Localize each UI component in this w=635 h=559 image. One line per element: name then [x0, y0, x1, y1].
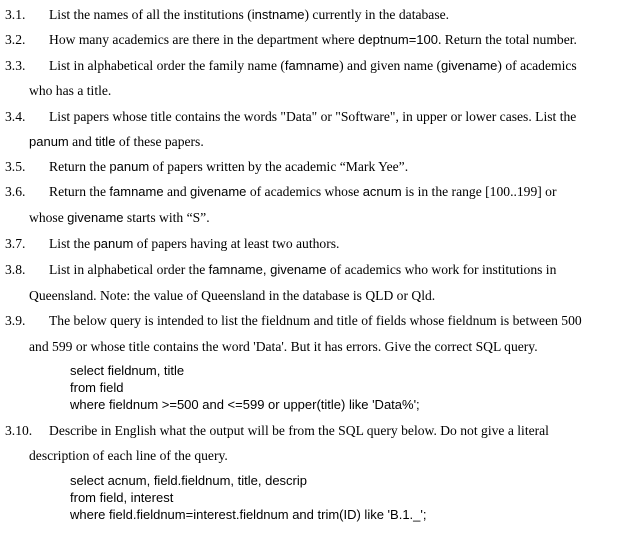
sql-code-line: select fieldnum, title — [70, 363, 185, 378]
text-run: List in alphabetical order the family name ( — [49, 58, 285, 73]
text-run: and 599 or whose title contains the word 'Data'. But it has errors. Give the correct SQL query. — [29, 339, 538, 354]
identifier-text: famname — [284, 58, 340, 73]
question-number: 3.6. — [5, 184, 26, 199]
question-number: 3.7. — [5, 236, 26, 251]
text-run: List the names of all the institutions ( — [49, 7, 252, 22]
identifier-text: givename — [190, 184, 247, 199]
question-text — [49, 7, 449, 23]
identifier-text: givename — [67, 210, 124, 225]
question-text-continued — [29, 210, 210, 226]
text-run: List papers whose title contains the words "Data" or "Software", in upper or lower cases. List the — [49, 109, 577, 124]
text-run: of these papers. — [115, 134, 204, 149]
text-run: description of each line of the query. — [29, 448, 228, 463]
question-text-continued — [29, 83, 111, 99]
question-text — [49, 423, 549, 439]
identifier-text: acnum — [362, 184, 402, 199]
question-text-continued — [29, 288, 435, 304]
text-run: of papers written by the academic “Mark Yee”. — [149, 159, 409, 174]
text-run: ) and given name ( — [339, 58, 442, 73]
question-number: 3.2. — [5, 32, 26, 47]
text-run: List in alphabetical order the — [49, 262, 209, 277]
text-run: Queensland. Note: the value of Queensland in the database is QLD or Qld. — [29, 288, 436, 303]
question-number: 3.9. — [5, 313, 26, 328]
text-run: and — [68, 134, 96, 149]
question-text — [49, 184, 557, 200]
question-text — [49, 262, 556, 278]
text-run: of papers having at least two authors. — [133, 236, 340, 251]
identifier-text: title — [95, 134, 116, 149]
text-run: starts with “S”. — [123, 210, 210, 225]
sql-code-line: from field, interest — [70, 490, 174, 505]
question-text-continued — [29, 339, 538, 355]
identifier-text: instname — [251, 7, 305, 22]
question-number: 3.10. — [5, 423, 33, 438]
text-run: ) currently in the database. — [304, 7, 450, 22]
sql-code-line: where fieldnum >=500 and <=599 or upper(title) like 'Data%'; — [70, 397, 420, 412]
text-run: and — [163, 184, 191, 199]
text-run: The below query is intended to list the fieldnum and title of fields whose fieldnum is between 500 — [49, 313, 582, 328]
sql-code-line: from field — [70, 380, 124, 395]
question-number: 3.8. — [5, 262, 26, 277]
text-run: Return the — [49, 184, 110, 199]
text-run: ) of academics — [497, 58, 577, 73]
text-run: who has a title. — [29, 83, 112, 98]
identifier-text: famname, givename — [208, 262, 327, 277]
identifier-text: panum — [29, 134, 69, 149]
text-run: of academics who work for institutions in — [326, 262, 557, 277]
question-text-continued — [29, 448, 228, 464]
question-number: 3.1. — [5, 7, 26, 22]
identifier-text: famname — [109, 184, 164, 199]
question-text — [49, 58, 577, 74]
text-run: of academics whose — [246, 184, 363, 199]
identifier-text: deptnum=100 — [358, 32, 438, 47]
text-run: . Return the total number. — [438, 32, 577, 47]
text-run: Return the — [49, 159, 110, 174]
text-run: is in the range [100..199] or — [401, 184, 557, 199]
question-number: 3.4. — [5, 109, 26, 124]
question-text — [49, 313, 582, 329]
question-number: 3.3. — [5, 58, 26, 73]
text-run: whose — [29, 210, 68, 225]
text-run: Describe in English what the output will be from the SQL query below. Do not give a literal — [49, 423, 549, 438]
question-text — [49, 32, 577, 48]
question-text-continued — [29, 134, 204, 150]
identifier-text: panum — [109, 159, 150, 174]
identifier-text: panum — [93, 236, 134, 251]
question-text — [49, 109, 576, 125]
identifier-text: givename — [441, 58, 498, 73]
question-number: 3.5. — [5, 159, 26, 174]
sql-code-line: select acnum, field.fieldnum, title, descrip — [70, 473, 307, 488]
question-text — [49, 236, 339, 252]
text-run: List the — [49, 236, 94, 251]
question-text — [49, 159, 408, 175]
text-run: How many academics are there in the department where — [49, 32, 359, 47]
sql-code-line: where field.fieldnum=interest.fieldnum and trim(ID) like 'B.1._'; — [70, 507, 427, 522]
